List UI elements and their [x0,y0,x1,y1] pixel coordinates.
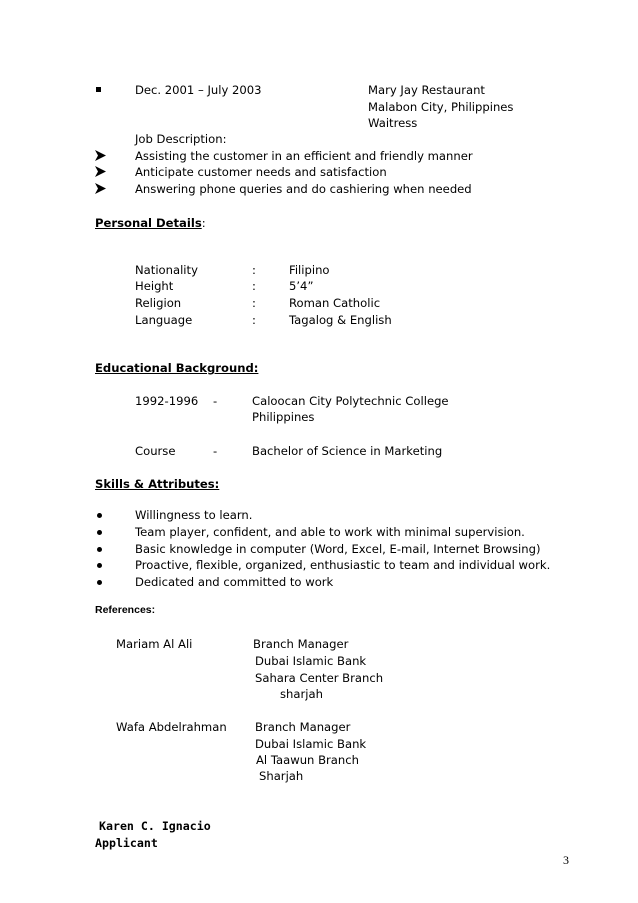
job-dates: Dec. 2001 – July 2003 [135,83,262,97]
round-bullet-icon [97,580,102,585]
education-school: Caloocan City Polytechnic College [252,394,449,408]
personal-label: Language [135,313,193,327]
personal-value: 5’4” [289,279,314,293]
reference-city: Sharjah [259,769,304,783]
personal-label: Height [135,279,174,293]
education-years: 1992-1996 [135,394,199,408]
skill-item: Proactive, flexible, organized, enthusiastic to team and individual work. [135,558,551,572]
reference-branch: Sahara Center Branch [255,671,384,685]
reference-name: Mariam Al Ali [116,637,193,651]
job-duty: Assisting the customer in an efficient and friendly manner [135,149,473,163]
course-label: Course [135,444,176,458]
reference-title: Branch Manager [255,720,351,734]
education-heading: Educational Background: [95,361,259,375]
job-description-heading: Job Description: [135,132,227,146]
personal-label: Religion [135,296,182,310]
personal-separator: : [252,263,256,277]
skill-item: Team player, confident, and able to work with minimal supervision. [135,525,525,539]
personal-separator: : [252,279,256,293]
arrow-bullet-icon [95,183,106,194]
round-bullet-icon [97,563,102,568]
job-position: Waitress [368,116,418,130]
round-bullet-icon [97,547,102,552]
job-duty: Anticipate customer needs and satisfaction [135,165,387,179]
reference-company: Dubai Islamic Bank [255,654,367,668]
square-bullet-icon [96,87,101,92]
job-employer: Mary Jay Restaurant [368,83,485,97]
arrow-bullet-icon [95,150,106,161]
skill-item: Basic knowledge in computer (Word, Excel, E-mail, Internet Browsing) [135,542,541,556]
personal-value: Roman Catholic [289,296,381,310]
references-heading: References: [95,604,156,616]
applicant-name: Karen C. Ignacio [99,819,211,833]
skills-heading: Skills & Attributes: [95,477,220,491]
reference-title: Branch Manager [253,637,349,651]
applicant-role: Applicant [95,836,158,850]
personal-value: Tagalog & English [289,313,392,327]
reference-city: sharjah [280,687,323,701]
education-dash: - [213,394,218,408]
personal-details-colon: : [201,216,206,230]
skill-item: Willingness to learn. [135,508,253,522]
personal-value: Filipino [289,263,330,277]
personal-separator: : [252,313,256,327]
education-country: Philippines [252,410,315,424]
skill-item: Dedicated and committed to work [135,575,334,589]
course-name: Bachelor of Science in Marketing [252,444,443,458]
personal-separator: : [252,296,256,310]
reference-name: Wafa Abdelrahman [116,720,227,734]
reference-branch: Al Taawun Branch [256,753,359,767]
course-dash: - [213,444,218,458]
personal-label: Nationality [135,263,198,277]
round-bullet-icon [97,513,102,518]
job-location: Malabon City, Philippines [368,100,514,114]
round-bullet-icon [97,530,102,535]
arrow-bullet-icon [95,166,106,177]
personal-details-heading [95,216,206,230]
job-duty: Answering phone queries and do cashiering when needed [135,182,472,196]
reference-company: Dubai Islamic Bank [255,737,367,751]
personal-details-title: Personal Details [95,216,202,230]
page-number: 3 [563,853,569,867]
